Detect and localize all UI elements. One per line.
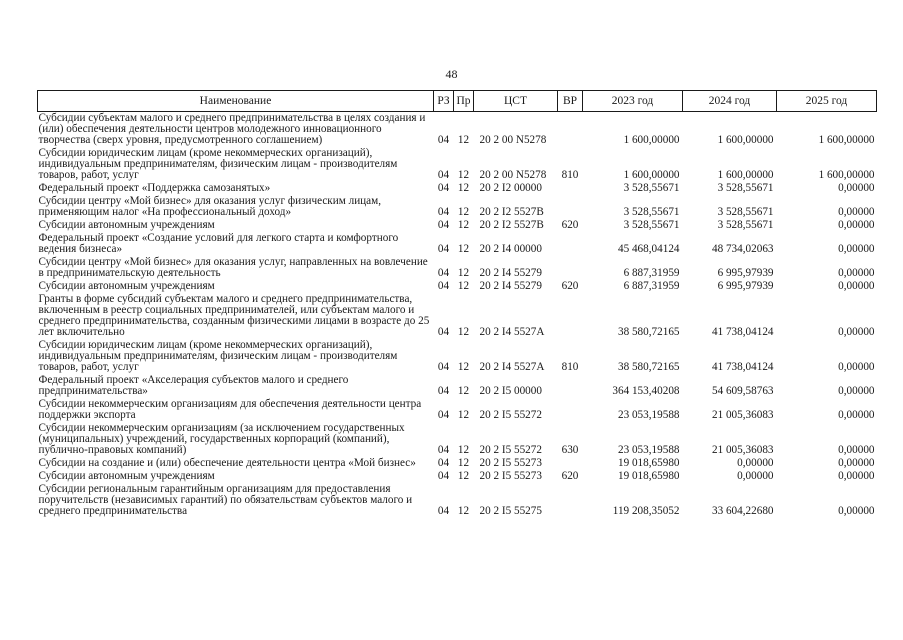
cell-2025: 0,00000	[838, 206, 875, 218]
cell-2025: 0,00000	[838, 280, 875, 292]
cell-vr: 620	[561, 280, 579, 292]
cell-name: Субсидии автономным учреждениям	[38, 280, 215, 292]
cell-name: Субсидии автономным учреждениям	[38, 470, 215, 482]
cell-name: Федеральный проект «Создание условий для легкого старта и комфортного ведения бизнеса»	[38, 232, 399, 255]
cell-name: Субсидии региональным гарантийным организациям для предоставления поручительств (независимых гарантий) по обязательствам субъектов малого и среднего предпринимательства	[38, 483, 413, 517]
cell-pr: 12	[457, 470, 470, 482]
cell-vr	[558, 232, 583, 256]
cell-pr: 12	[457, 182, 470, 194]
cell-cst: 20 2 I4 55279	[479, 267, 542, 279]
cell-2023: 38 580,72165	[617, 326, 680, 338]
cell-2025: 0,00000	[838, 409, 875, 421]
cell-2024: 6 995,97939	[717, 280, 774, 292]
cell-name: Субсидии на создание и (или) обеспечение деятельности центра «Мой бизнес»	[38, 457, 416, 469]
cell-cst: 20 2 I4 00000	[479, 243, 542, 255]
cell-2025: 0,00000	[838, 457, 875, 469]
cell-2024: 41 738,04124	[711, 361, 774, 373]
cell-cst: 20 2 I5 55272	[479, 444, 542, 456]
cell-vr: 810	[561, 361, 579, 373]
cell-vr: 620	[561, 219, 579, 231]
header-2025: 2025 год	[777, 91, 877, 112]
cell-2023: 23 053,19588	[617, 444, 680, 456]
cell-rz: 04	[437, 134, 450, 146]
table-header-row	[38, 91, 877, 112]
cell-cst: 20 2 I4 5527A	[479, 361, 545, 373]
cell-cst: 20 2 I5 55273	[479, 470, 542, 482]
cell-name: Субсидии некоммерческим организациям для обеспечения деятельности центра поддержки экспорта	[38, 398, 422, 421]
cell-vr: 620	[561, 470, 579, 482]
cell-rz: 04	[437, 243, 450, 255]
cell-vr: 630	[561, 444, 579, 456]
cell-pr: 12	[457, 243, 470, 255]
cell-rz: 04	[437, 385, 450, 397]
cell-pr: 12	[457, 385, 470, 397]
cell-cst: 20 2 I5 00000	[479, 385, 542, 397]
cell-cst: 20 2 I4 5527A	[479, 326, 545, 338]
cell-2023: 3 528,55671	[623, 182, 680, 194]
cell-pr: 12	[457, 326, 470, 338]
cell-2024: 41 738,04124	[711, 326, 774, 338]
cell-2025: 0,00000	[838, 267, 875, 279]
cell-name: Субсидии юридическим лицам (кроме некоммерческих организаций), индивидуальным предпринимателям, физическим лицам - производителям товаров, работ, услуг	[38, 147, 398, 181]
cell-cst: 20 2 I4 55279	[479, 280, 542, 292]
cell-2025: 0,00000	[838, 243, 875, 255]
cell-vr	[558, 483, 583, 518]
cell-pr: 12	[457, 457, 470, 469]
cell-name: Гранты в форме субсидий субъектам малого и среднего предпринимательства, включенным в реестр социальных предпринимателей, или субъектам малого и среднего предпринимательства, созданным физическими лицами в возрасте до 25 лет включительно	[38, 293, 430, 338]
cell-rz: 04	[437, 444, 450, 456]
cell-2023: 364 153,40208	[612, 385, 680, 397]
header-2024: 2024 год	[683, 91, 777, 112]
cell-rz: 04	[437, 505, 450, 517]
cell-pr: 12	[457, 206, 470, 218]
header-rz: РЗ	[434, 91, 454, 112]
cell-2024: 21 005,36083	[711, 444, 774, 456]
cell-2024: 1 600,00000	[717, 134, 774, 146]
cell-2025: 1 600,00000	[818, 134, 875, 146]
cell-pr: 12	[457, 134, 470, 146]
cell-rz: 04	[437, 409, 450, 421]
cell-cst: 20 2 00 N5278	[479, 169, 547, 181]
cell-pr: 12	[457, 505, 470, 517]
cell-vr	[558, 457, 583, 470]
table-row	[38, 374, 877, 398]
table-row	[38, 219, 877, 232]
cell-2024: 0,00000	[737, 457, 774, 469]
cell-2024: 6 995,97939	[717, 267, 774, 279]
cell-2023: 6 887,31959	[623, 280, 680, 292]
table-row	[38, 293, 877, 339]
cell-rz: 04	[437, 169, 450, 181]
table-row	[38, 195, 877, 219]
table-row	[38, 422, 877, 457]
table-row	[38, 483, 877, 518]
cell-2024: 48 734,02063	[711, 243, 774, 255]
cell-2024: 3 528,55671	[717, 206, 774, 218]
table-row	[38, 470, 877, 483]
cell-rz: 04	[437, 280, 450, 292]
cell-pr: 12	[457, 169, 470, 181]
header-cst: ЦСТ	[474, 91, 558, 112]
cell-pr: 12	[457, 444, 470, 456]
cell-name: Субсидии субъектам малого и среднего предпринимательства в целях создания и (или) обеспечения деятельности центров молодежного инновационного творчества (сверх уровня, предусмотренного соглашением)	[38, 112, 426, 146]
cell-vr	[558, 398, 583, 422]
cell-rz: 04	[437, 470, 450, 482]
cell-rz: 04	[437, 182, 450, 194]
cell-name: Субсидии некоммерческим организациям (за исключением государственных (муниципальных) учреждений, государственных корпораций (компаний), публично-правовых компаний)	[38, 422, 405, 456]
budget-table	[37, 90, 877, 518]
cell-vr	[558, 182, 583, 195]
table-row	[38, 147, 877, 182]
cell-cst: 20 2 I2 00000	[479, 182, 542, 194]
cell-pr: 12	[457, 409, 470, 421]
cell-pr: 12	[457, 267, 470, 279]
cell-pr: 12	[457, 219, 470, 231]
cell-cst: 20 2 00 N5278	[479, 134, 547, 146]
cell-2024: 3 528,55671	[717, 182, 774, 194]
cell-rz: 04	[437, 206, 450, 218]
table-row	[38, 232, 877, 256]
cell-vr	[558, 256, 583, 280]
cell-pr: 12	[457, 280, 470, 292]
cell-2024: 3 528,55671	[717, 219, 774, 231]
cell-2023: 23 053,19588	[617, 409, 680, 421]
cell-2024: 1 600,00000	[717, 169, 774, 181]
cell-2023: 45 468,04124	[617, 243, 680, 255]
cell-2023: 3 528,55671	[623, 206, 680, 218]
cell-2023: 1 600,00000	[623, 134, 680, 146]
cell-vr: 810	[561, 169, 579, 181]
table-row	[38, 256, 877, 280]
cell-vr	[558, 374, 583, 398]
cell-rz: 04	[437, 361, 450, 373]
table-row	[38, 280, 877, 293]
cell-2025: 0,00000	[838, 326, 875, 338]
cell-2023: 19 018,65980	[617, 470, 680, 482]
cell-2024: 54 609,58763	[711, 385, 774, 397]
cell-2025: 0,00000	[838, 505, 875, 517]
cell-2025: 0,00000	[838, 444, 875, 456]
cell-rz: 04	[437, 219, 450, 231]
cell-name: Федеральный проект «Акселерация субъектов малого и среднего предпринимательства»	[38, 374, 349, 397]
header-name: Наименование	[38, 91, 434, 112]
cell-name: Субсидии юридическим лицам (кроме некоммерческих организаций), индивидуальным предпринимателям, физическим лицам - производителям товаров, работ, услуг	[38, 339, 398, 373]
cell-rz: 04	[437, 457, 450, 469]
header-pr: Пр	[454, 91, 474, 112]
cell-cst: 20 2 I5 55272	[479, 409, 542, 421]
cell-2025: 0,00000	[838, 361, 875, 373]
page-number: 48	[445, 67, 458, 81]
cell-2025: 0,00000	[838, 219, 875, 231]
cell-rz: 04	[437, 267, 450, 279]
table-row	[38, 457, 877, 470]
cell-pr: 12	[457, 361, 470, 373]
cell-2023: 19 018,65980	[617, 457, 680, 469]
cell-vr	[558, 195, 583, 219]
cell-cst: 20 2 I2 5527B	[479, 206, 544, 218]
cell-name: Субсидии центру «Мой бизнес» для оказания услуг физическим лицам, применяющим налог «На профессиональный доход»	[38, 195, 382, 218]
cell-2023: 6 887,31959	[623, 267, 680, 279]
cell-2023: 3 528,55671	[623, 219, 680, 231]
cell-2023: 119 208,35052	[612, 505, 680, 517]
cell-2025: 0,00000	[838, 470, 875, 482]
cell-2023: 38 580,72165	[617, 361, 680, 373]
cell-2024: 21 005,36083	[711, 409, 774, 421]
cell-name: Субсидии автономным учреждениям	[38, 219, 215, 231]
table-body	[38, 112, 877, 519]
cell-2023: 1 600,00000	[623, 169, 680, 181]
cell-2024: 33 604,22680	[711, 505, 774, 517]
table-row	[38, 182, 877, 195]
cell-cst: 20 2 I2 5527B	[479, 219, 544, 231]
cell-cst: 20 2 I5 55275	[479, 505, 542, 517]
header-2023: 2023 год	[583, 91, 683, 112]
cell-rz: 04	[437, 326, 450, 338]
header-vr: ВР	[558, 91, 583, 112]
cell-vr	[558, 112, 583, 148]
cell-vr	[558, 293, 583, 339]
cell-2024: 0,00000	[737, 470, 774, 482]
table-row	[38, 339, 877, 374]
cell-2025: 0,00000	[838, 385, 875, 397]
cell-2025: 1 600,00000	[818, 169, 875, 181]
cell-cst: 20 2 I5 55273	[479, 457, 542, 469]
table-row	[38, 112, 877, 148]
cell-2025: 0,00000	[838, 182, 875, 194]
table-row	[38, 398, 877, 422]
cell-name: Федеральный проект «Поддержка самозанятых»	[38, 182, 271, 194]
cell-name: Субсидии центру «Мой бизнес» для оказания услуг, направленных на вовлечение в предпринимательскую деятельность	[38, 256, 428, 279]
